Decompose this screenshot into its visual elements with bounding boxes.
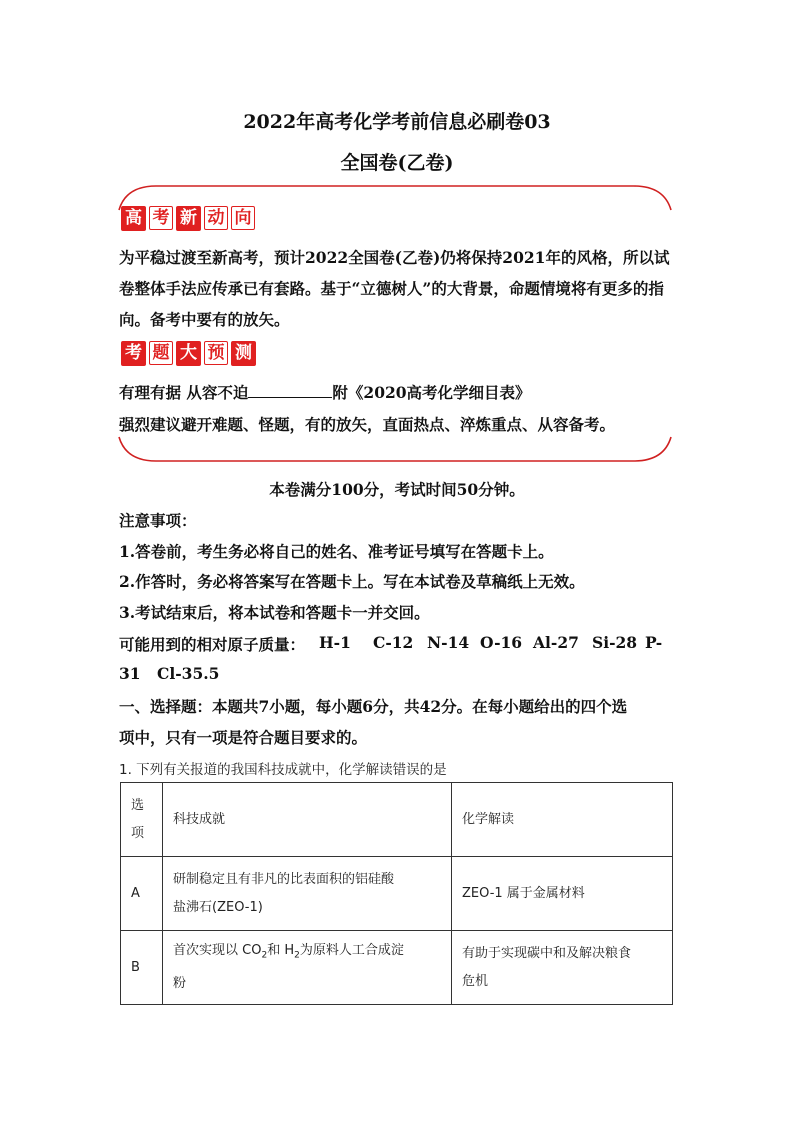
text-part: 为原料人工合成淀 <box>299 943 404 959</box>
explain-cell: ZEO-1 属于金属材料 <box>452 857 673 931</box>
badge-char: 大 <box>176 341 201 366</box>
atomic-mass-value: C-12 <box>373 633 414 652</box>
cell-line: 危机 <box>462 973 489 989</box>
notice-item: 1.答卷前，考生务必将自己的姓名、准考证号填写在答题卡上。 <box>119 542 554 561</box>
atomic-mass-value: Cl-35.5 <box>157 664 220 683</box>
paper-subtitle: 全国卷(乙卷) <box>340 152 454 174</box>
predict-line-1a: 有理有据 从容不迫 <box>119 383 249 402</box>
notice-heading: 注意事项： <box>119 511 197 530</box>
section1-line-1: 一、选择题：本题共7小题，每小题6分，共42分。在每小题给出的四个选 <box>119 697 628 716</box>
atomic-mass-value: Si-28 <box>592 633 638 652</box>
badge-char: 动 <box>204 206 228 230</box>
table-header-explain: 化学解读 <box>452 783 673 857</box>
cell-line: 盐沸石(ZEO-1) <box>173 899 263 915</box>
notice-item: 2.作答时，务必将答案写在答题卡上。写在本试卷及草稿纸上无效。 <box>119 572 585 591</box>
cell-line: 有助于实现碳中和及解决粮食 <box>462 945 632 961</box>
badge-char: 考 <box>149 206 173 230</box>
notice-item: 3.考试结束后，将本试卷和答题卡一并交回。 <box>119 603 430 622</box>
fill-blank <box>248 383 332 398</box>
predict-line-1b: 附《2020高考化学细目表》 <box>332 383 531 402</box>
atomic-mass-value: P- <box>645 633 663 652</box>
predict-badge <box>121 341 259 366</box>
badge-char: 高 <box>121 206 146 231</box>
atomic-mass-value: 31 <box>119 664 141 683</box>
option-cell: B <box>121 931 163 1005</box>
exam-info: 本卷满分100分，考试时间50分钟。 <box>269 480 525 499</box>
text-part: 和 H <box>267 943 295 959</box>
predict-line-2: 强烈建议避开难题、怪题，有的放矢，直面热点、淬炼重点、从容备考。 <box>119 415 616 434</box>
badge-char: 预 <box>204 341 228 365</box>
cell-line <box>173 937 441 970</box>
subscript: 2 <box>261 950 268 961</box>
achievement-cell <box>163 931 452 1005</box>
badge-char: 新 <box>176 206 201 231</box>
subscript: 2 <box>294 950 300 961</box>
atomic-mass-value: N-14 <box>427 633 470 652</box>
badge-char: 考 <box>121 341 146 366</box>
cell-line: 研制稳定且有非凡的比表面积的铝硅酸 <box>173 871 395 887</box>
trend-badge <box>121 206 258 231</box>
predict-line-1 <box>119 381 531 403</box>
cell-line: 粉 <box>173 975 187 991</box>
bottom-frame-arc <box>116 434 674 466</box>
text-part: 首次实现以 CO <box>173 943 262 959</box>
paper-title: 2022年高考化学考前信息必刷卷03 <box>243 111 551 133</box>
achievement-cell <box>163 857 452 931</box>
header-text: 选项 <box>131 797 145 841</box>
option-cell: A <box>121 857 163 931</box>
explain-cell <box>452 931 673 1005</box>
table-row <box>121 931 673 1005</box>
section1-line-2: 项中，只有一项是符合题目要求的。 <box>119 728 368 747</box>
table-row <box>121 783 673 857</box>
atomic-mass-value: O-16 <box>480 633 523 652</box>
badge-char: 向 <box>231 206 255 230</box>
badge-char: 题 <box>149 341 173 365</box>
question-1-stem: 1. 下列有关报道的我国科技成就中，化学解读错误的是 <box>119 762 447 778</box>
table-header-achievement: 科技成就 <box>163 783 452 857</box>
atomic-mass-value: Al-27 <box>533 633 579 652</box>
table-header-option <box>121 783 163 857</box>
atomic-mass-label: 可能用到的相对原子质量： <box>119 635 306 654</box>
trend-text: 为平稳过渡至新高考，预计2022全国卷(乙卷)仍将保持2021年的风格，所以试卷整体手法应传承已有套路。基于“立德树人”的大背景，命题情境将有更多的指向。备考中要有的放矢。 <box>119 248 670 329</box>
atomic-mass-value: H-1 <box>319 633 351 652</box>
table-row <box>121 857 673 931</box>
badge-char: 测 <box>231 341 256 366</box>
question-1-table <box>120 782 673 1005</box>
